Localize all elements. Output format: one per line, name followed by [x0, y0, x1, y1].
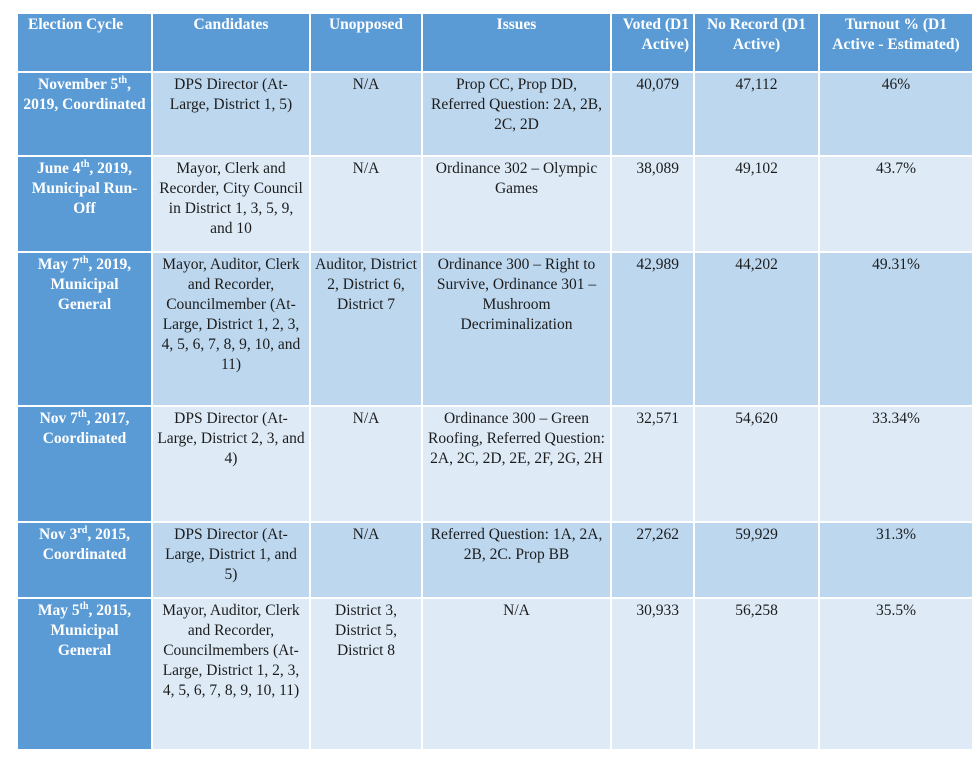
cell-candidates: DPS Director (At-Large, District 1, 5): [152, 72, 310, 156]
cell-candidates: Mayor, Clerk and Recorder, City Council in District 1, 3, 5, 9, and 10: [152, 156, 310, 252]
header-voted: Voted (D1 Active): [611, 13, 694, 72]
cycle-date: June 4: [36, 160, 81, 177]
cell-voted: 30,933: [611, 598, 694, 750]
table-row: [17, 72, 973, 156]
cell-unopposed: N/A: [310, 156, 422, 252]
cell-election-cycle: [17, 156, 152, 252]
cell-turnout: 43.7%: [819, 156, 973, 252]
table-row: [17, 406, 973, 522]
cycle-type: , 2019, Coordinated: [23, 76, 146, 113]
cell-turnout: 33.34%: [819, 406, 973, 522]
cell-unopposed: N/A: [310, 406, 422, 522]
cell-election-cycle: [17, 522, 152, 598]
cycle-ordinal: th: [80, 158, 90, 170]
cell-candidates: DPS Director (At-Large, District 2, 3, and 4): [152, 406, 310, 522]
cycle-ordinal: th: [118, 74, 128, 86]
cycle-date: May 5: [37, 602, 80, 619]
table-row: [17, 522, 973, 598]
cell-unopposed: Auditor, District 2, District 6, District 7: [310, 252, 422, 406]
cell-unopposed: N/A: [310, 522, 422, 598]
cell-issues: Ordinance 300 – Green Roofing, Referred Question: 2A, 2C, 2D, 2E, 2F, 2G, 2H: [422, 406, 611, 522]
cell-election-cycle: [17, 598, 152, 750]
cell-turnout: 49.31%: [819, 252, 973, 406]
cell-issues: N/A: [422, 598, 611, 750]
cycle-ordinal: th: [79, 254, 89, 266]
cell-candidates: DPS Director (At-Large, District 1, and 5): [152, 522, 310, 598]
cell-issues: Prop CC, Prop DD, Referred Question: 2A, 2B, 2C, 2D: [422, 72, 611, 156]
cell-candidates: Mayor, Auditor, Clerk and Recorder, Councilmembers (At-Large, District 1, 2, 3, 4, 5, 6, 7, 8, 9, 10, 11): [152, 598, 310, 750]
cell-turnout: 35.5%: [819, 598, 973, 750]
cell-no-record: 54,620: [694, 406, 819, 522]
cell-no-record: 49,102: [694, 156, 819, 252]
cell-no-record: 59,929: [694, 522, 819, 598]
cell-unopposed: District 3, District 5, District 8: [310, 598, 422, 750]
cell-issues: Ordinance 300 – Right to Survive, Ordinance 301 – Mushroom Decriminalization: [422, 252, 611, 406]
header-turnout: Turnout % (D1 Active - Estimated): [819, 13, 973, 72]
cell-issues: Ordinance 302 – Olympic Games: [422, 156, 611, 252]
cell-no-record: 56,258: [694, 598, 819, 750]
cell-unopposed: N/A: [310, 72, 422, 156]
cell-candidates: Mayor, Auditor, Clerk and Recorder, Councilmember (At-Large, District 1, 2, 3, 4, 5, 6, 7, 8, 9, 10, and 11): [152, 252, 310, 406]
cell-election-cycle: [17, 72, 152, 156]
cycle-date: November 5: [38, 76, 119, 93]
cell-voted: 27,262: [611, 522, 694, 598]
cell-no-record: 44,202: [694, 252, 819, 406]
header-no-record: No Record (D1 Active): [694, 13, 819, 72]
election-table-container: [16, 12, 972, 751]
header-unopposed: Unopposed: [310, 13, 422, 72]
cycle-ordinal: th: [79, 600, 89, 612]
election-turnout-table: [16, 12, 974, 751]
cell-election-cycle: [17, 252, 152, 406]
cycle-date: May 7: [37, 256, 80, 273]
cycle-type: , 2017, Coordinated: [42, 410, 130, 447]
table-row: [17, 598, 973, 750]
header-candidates: Candidates: [152, 13, 310, 72]
cell-voted: 42,989: [611, 252, 694, 406]
header-election-cycle: Election Cycle: [17, 13, 152, 72]
cycle-ordinal: th: [77, 408, 87, 420]
cycle-type: , 2015, Coordinated: [42, 526, 130, 563]
cycle-date: Nov 7: [39, 410, 78, 427]
cycle-type: , 2019, Municipal General: [50, 256, 132, 313]
cycle-ordinal: rd: [77, 524, 88, 536]
header-issues: Issues: [422, 13, 611, 72]
cycle-type: , 2019, Municipal Run-Off: [31, 160, 138, 217]
cell-election-cycle: [17, 406, 152, 522]
cell-turnout: 46%: [819, 72, 973, 156]
cell-issues: Referred Question: 1A, 2A, 2B, 2C. Prop BB: [422, 522, 611, 598]
table-row: [17, 156, 973, 252]
cycle-type: , 2015, Municipal General: [50, 602, 132, 659]
table-header-row: [17, 13, 973, 72]
cell-turnout: 31.3%: [819, 522, 973, 598]
table-row: [17, 252, 973, 406]
cell-voted: 32,571: [611, 406, 694, 522]
cell-voted: 38,089: [611, 156, 694, 252]
cycle-date: Nov 3: [39, 526, 78, 543]
cell-no-record: 47,112: [694, 72, 819, 156]
cell-voted: 40,079: [611, 72, 694, 156]
